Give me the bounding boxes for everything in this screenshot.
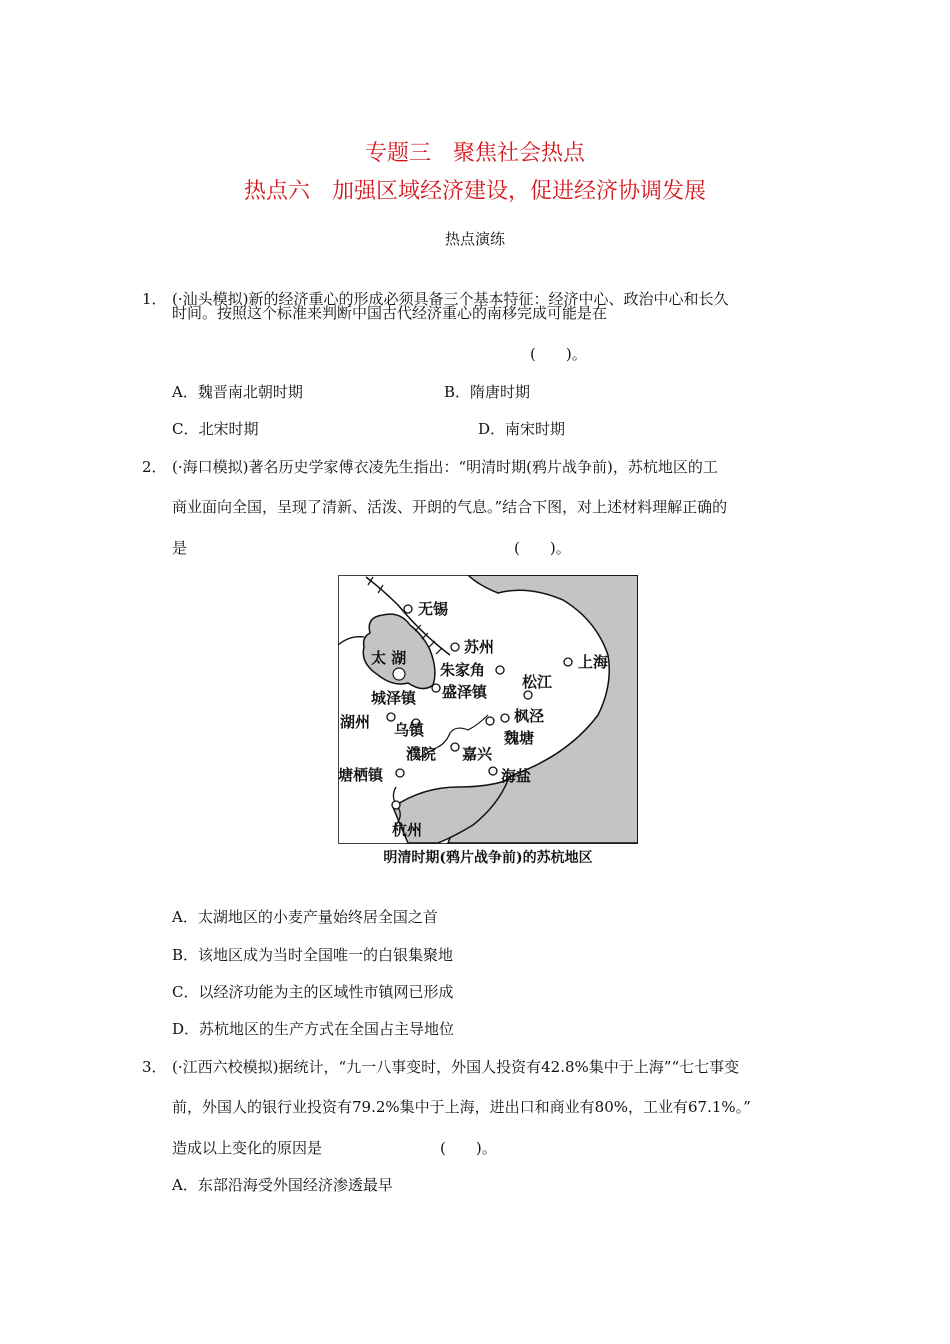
option-b: B．该地区成为当时全国唯一的白银集聚地 <box>172 946 454 964</box>
map-label-zhujiajiao: 朱家角 <box>440 661 486 679</box>
map-svg <box>338 575 638 845</box>
map-label-huzhou: 湖州 <box>340 713 371 731</box>
question-number: 3． <box>142 1058 167 1076</box>
question-text-line: 是 <box>172 539 188 557</box>
map-label-haiyan: 海盐 <box>501 767 532 785</box>
map-label-wuxi: 无锡 <box>418 600 449 618</box>
answer-blank: ( )。 <box>530 345 587 363</box>
question-text-line: 前，外国人的银行业投资有79.2%集中于上海，进出口和商业有80%，工业有67.1%。” <box>172 1098 751 1116</box>
question-text-line: 造成以上变化的原因是 <box>172 1139 323 1157</box>
option-a: A．魏晋南北朝时期 <box>172 383 303 401</box>
option-c: C．以经济功能为主的区域性市镇网已形成 <box>172 983 454 1001</box>
section-heading: 热点演练 <box>444 230 505 248</box>
map-label-shengzezhen: 盛泽镇 <box>442 683 488 701</box>
map-label-taihu: 太 湖 <box>371 649 407 667</box>
map-label-chengzezhen: 城泽镇 <box>371 689 417 707</box>
option-c: C．北宋时期 <box>172 420 259 438</box>
answer-blank: ( )。 <box>440 1139 497 1157</box>
map-label-puyuan: 濮院 <box>406 745 437 763</box>
answer-blank: ( )。 <box>514 539 571 557</box>
option-d: D．苏杭地区的生产方式在全国占主导地位 <box>172 1020 455 1038</box>
question-text-line: 商业面向全国，呈现了清新、活泼、开朗的气息。”结合下图，对上述材料理解正确的 <box>172 498 728 516</box>
map-caption: 明清时期(鸦片战争前)的苏杭地区 <box>383 850 593 866</box>
page-title: 专题三 聚焦社会热点 <box>364 141 585 166</box>
question-number: 1． <box>142 290 167 308</box>
map-label-weitang: 魏塘 <box>504 729 535 747</box>
map-label-fengjing: 枫泾 <box>514 707 545 725</box>
option-d: D．南宋时期 <box>478 420 566 438</box>
map-label-tangqizhen: 塘栖镇 <box>338 766 384 784</box>
question-text-line: 时间。按照这个标准来判断中国古代经济重心的南移完成可能是在 <box>172 304 608 322</box>
option-a: A．东部沿海受外国经济渗透最早 <box>172 1176 393 1194</box>
question-text-line: (·海口模拟)著名历史学家傅衣凌先生指出：“明清时期(鸦片战争前)，苏杭地区的工 <box>172 458 718 476</box>
map-label-suzhou: 苏州 <box>464 638 495 656</box>
question-number: 2． <box>142 458 167 476</box>
map-label-wuzhen: 乌镇 <box>394 721 425 739</box>
map-label-shanghai: 上海 <box>578 653 609 671</box>
map-label-songjiang: 松江 <box>522 673 553 691</box>
page-subtitle: 热点六 加强区域经济建设，促进经济协调发展 <box>243 179 706 204</box>
map-label-jiaxing: 嘉兴 <box>462 745 493 763</box>
option-b: B．隋唐时期 <box>444 383 531 401</box>
suhang-map <box>338 575 638 875</box>
question-text-line: (·江西六校模拟)据统计，“九一八事变时，外国人投资有42.8%集中于上海”“七七事变 <box>172 1058 740 1076</box>
question-text-line: (·汕头模拟)新的经济重心的形成必须具备三个基本特征：经济中心、政治中心和长久 <box>172 290 729 308</box>
option-a: A．太湖地区的小麦产量始终居全国之首 <box>172 908 438 926</box>
map-label-hangzhou: 杭州 <box>392 821 423 839</box>
